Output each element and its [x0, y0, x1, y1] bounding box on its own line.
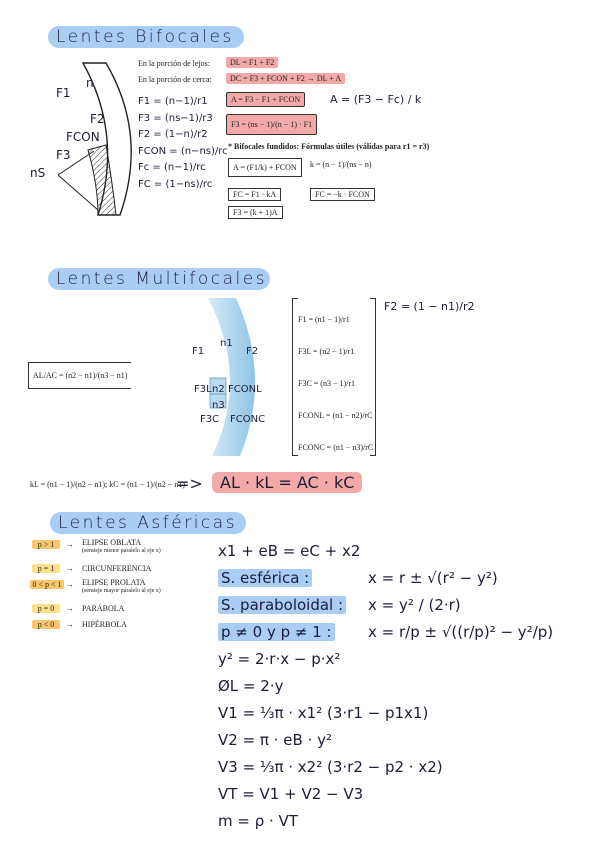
eq-v3: V3 = ⅓π · x2² (3·r2 − p2 · x2) — [218, 758, 443, 776]
k-formulas: kL = (n1 − 1)/(n2 − n1); kC = (n1 − 1)/(n2 − n1) — [30, 480, 185, 489]
legend-arrow-circ: → — [66, 564, 74, 573]
eq-vt: VT = V1 + V2 − V3 — [218, 785, 364, 803]
eq-v2: V2 = π · eB · y² — [218, 731, 332, 749]
fundidos-formula-k: k = (n − 1)/(ns − n) — [310, 160, 372, 169]
diagram-label-fcon: FCON — [66, 130, 100, 144]
diagram-label-f3: F3 — [56, 148, 71, 162]
legend-row-parabola — [30, 602, 190, 618]
legend-cond-oblata: p > 1 — [32, 540, 60, 549]
diagram-label-f1: F1 — [56, 86, 71, 100]
legend-cond-parabola: p = 0 — [32, 604, 60, 613]
fundidos-formula-fc2: FC = −k · FCON — [310, 188, 375, 201]
eq-thickness — [218, 538, 588, 565]
legend-arrow-oblata: → — [66, 540, 74, 549]
legend-name-hiperbola: HIPÉRBOLA — [82, 620, 127, 629]
fundidos-title: * Bifocales fundidos: Fórmulas útiles (válidas para r1 = r3) — [228, 142, 430, 151]
eq-esferica-right: x = r ± √(r² − y²) — [368, 569, 498, 587]
eq-v1: V1 = ⅓π · x1² (3·r1 − p1x1) — [218, 704, 429, 722]
fundidos-formula-a: A = (F1/k) + FCON — [228, 158, 302, 177]
diagram-label-n: n — [86, 76, 94, 90]
lejos-label: En la porción de lejos: — [138, 59, 210, 68]
eq-thickness-left: x1 + eB = eC + x2 — [218, 542, 361, 560]
legend-cond-prolata: 0 < p < 1 — [30, 580, 64, 589]
bracket-formula-fconl: FCONL = (n1 − n2)/rC — [298, 411, 373, 420]
legend-cond-circ: p = 1 — [32, 564, 60, 573]
legend-arrow-hiperbola: → — [66, 620, 74, 629]
al-ac-ratio: AL/AC = (n2 − n1)/(n3 − n1) — [28, 362, 131, 389]
multi-label-f1: F1 — [192, 346, 205, 357]
multifocal-lens-diagram — [200, 298, 270, 458]
legend-row-oblata — [30, 538, 190, 562]
multi-result: AL · kL = AC · kC — [212, 472, 362, 493]
eq-general-p-left: p ≠ 0 y p ≠ 1 : — [218, 623, 335, 641]
f3-formula: F3 = (ns − 1)/(n − 1) · F1 — [226, 114, 317, 135]
hw-formula-list — [138, 94, 228, 193]
hw-formula-f2: F2 = (1−n)/r2 — [138, 129, 208, 140]
hw-formula-fc: Fc = (n−1)/rc — [138, 162, 206, 173]
multi-label-f2: F2 — [246, 346, 259, 357]
multi-label-fconl: FCONL — [228, 384, 262, 395]
conic-legend — [30, 538, 190, 634]
legend-row-circ — [30, 562, 190, 578]
multi-label-f3l: F3L — [194, 384, 212, 395]
legend-name-oblata: ELIPSE OBLATA — [82, 538, 142, 547]
asfericas-heading — [50, 512, 246, 534]
add-formula: A = F3 − F1 + FCON — [226, 92, 305, 107]
hw-formula-f3: F3 = (ns−1)/r3 — [138, 112, 213, 124]
bracket-formula-f3c: F3C = (n3 − 1)/r1 — [298, 379, 356, 388]
bracket-formula-list — [298, 304, 373, 464]
bracket-formula-f3l: F3L = (n2 − 1)/r1 — [298, 347, 355, 356]
eq-paraboloidal-right: x = y² / (2·r) — [368, 596, 461, 614]
multi-label-fconc: FCONC — [230, 414, 266, 425]
hw-formula-fcon: FCON = (n−ns)/rc — [138, 145, 228, 157]
multi-label-n1: n1 — [220, 338, 233, 349]
legend-note-oblata: (semieje menor paralelo al eje x) — [82, 548, 161, 554]
eq-diameter: ØL = 2·y — [218, 677, 284, 695]
bracket-formula-f1: F1 = (n1 − 1)/r1 — [298, 315, 350, 324]
bifocales-title: Lentes Bifocales — [56, 27, 234, 47]
implies-arrow: => — [176, 474, 203, 493]
legend-name-prolata: ELIPSE PROLATA — [82, 578, 146, 587]
multi-label-n2: n2 — [212, 384, 225, 395]
eq-general-p-right: x = r/p ± √((r/p)² − y²/p) — [368, 623, 554, 641]
multi-label-f3c: F3C — [200, 414, 220, 425]
hw-formula-fc2: FC = (1−ns)/rc — [138, 178, 213, 190]
legend-note-prolata: (semieje mayor paralelo al eje x) — [82, 588, 161, 594]
eq-general-p — [218, 619, 588, 646]
f2-multi-formula: F2 = (1 − n1)/r2 — [384, 300, 475, 313]
cerca-formula: DC = F3 + FCON + F2 → DL + A — [226, 73, 345, 84]
legend-name-circ: CIRCUNFERENCIA — [82, 564, 152, 573]
fundidos-formula-fc1: FC = F1 · kA — [228, 188, 281, 201]
multi-label-n3: n3 — [212, 400, 225, 411]
lejos-formula: DL = F1 + F2 — [226, 57, 278, 68]
diagram-label-ns: nS — [30, 166, 46, 180]
eq-esferica — [218, 565, 588, 592]
eq-paraboloidal — [218, 592, 588, 619]
aspheric-equations — [218, 538, 588, 835]
multifocales-title: Lentes Multifocales — [56, 269, 268, 289]
hw-formula-f1: F1 = (n−1)/r1 — [138, 96, 208, 107]
legend-arrow-prolata: → — [66, 580, 74, 589]
legend-name-parabola: PARÁBOLA — [82, 604, 125, 613]
bifocales-heading — [48, 26, 244, 48]
fundidos-formula-f3: F3 = (k + 1)A — [228, 206, 283, 219]
bracket-formula-fconc: FCONC = (n1 − n3)/rC — [298, 443, 374, 452]
a-over-k-formula: A = (F3 − Fc) / k — [330, 93, 422, 106]
legend-arrow-parabola: → — [66, 604, 74, 613]
eq-esferica-left: S. esférica : — [218, 569, 312, 587]
eq-mass: m = ρ · VT — [218, 812, 298, 830]
diagram-label-f2: F2 — [90, 112, 105, 126]
cerca-label: En la porción de cerca: — [138, 75, 212, 84]
legend-row-prolata — [30, 578, 190, 602]
eq-conic: y² = 2·r·x − p·x² — [218, 650, 341, 668]
legend-row-hiperbola — [30, 618, 190, 634]
eq-paraboloidal-left: S. paraboloidal : — [218, 596, 346, 614]
legend-cond-hiperbola: p < 0 — [32, 620, 60, 629]
multifocales-heading — [48, 268, 270, 290]
asfericas-title: Lentes Asféricas — [58, 513, 238, 533]
